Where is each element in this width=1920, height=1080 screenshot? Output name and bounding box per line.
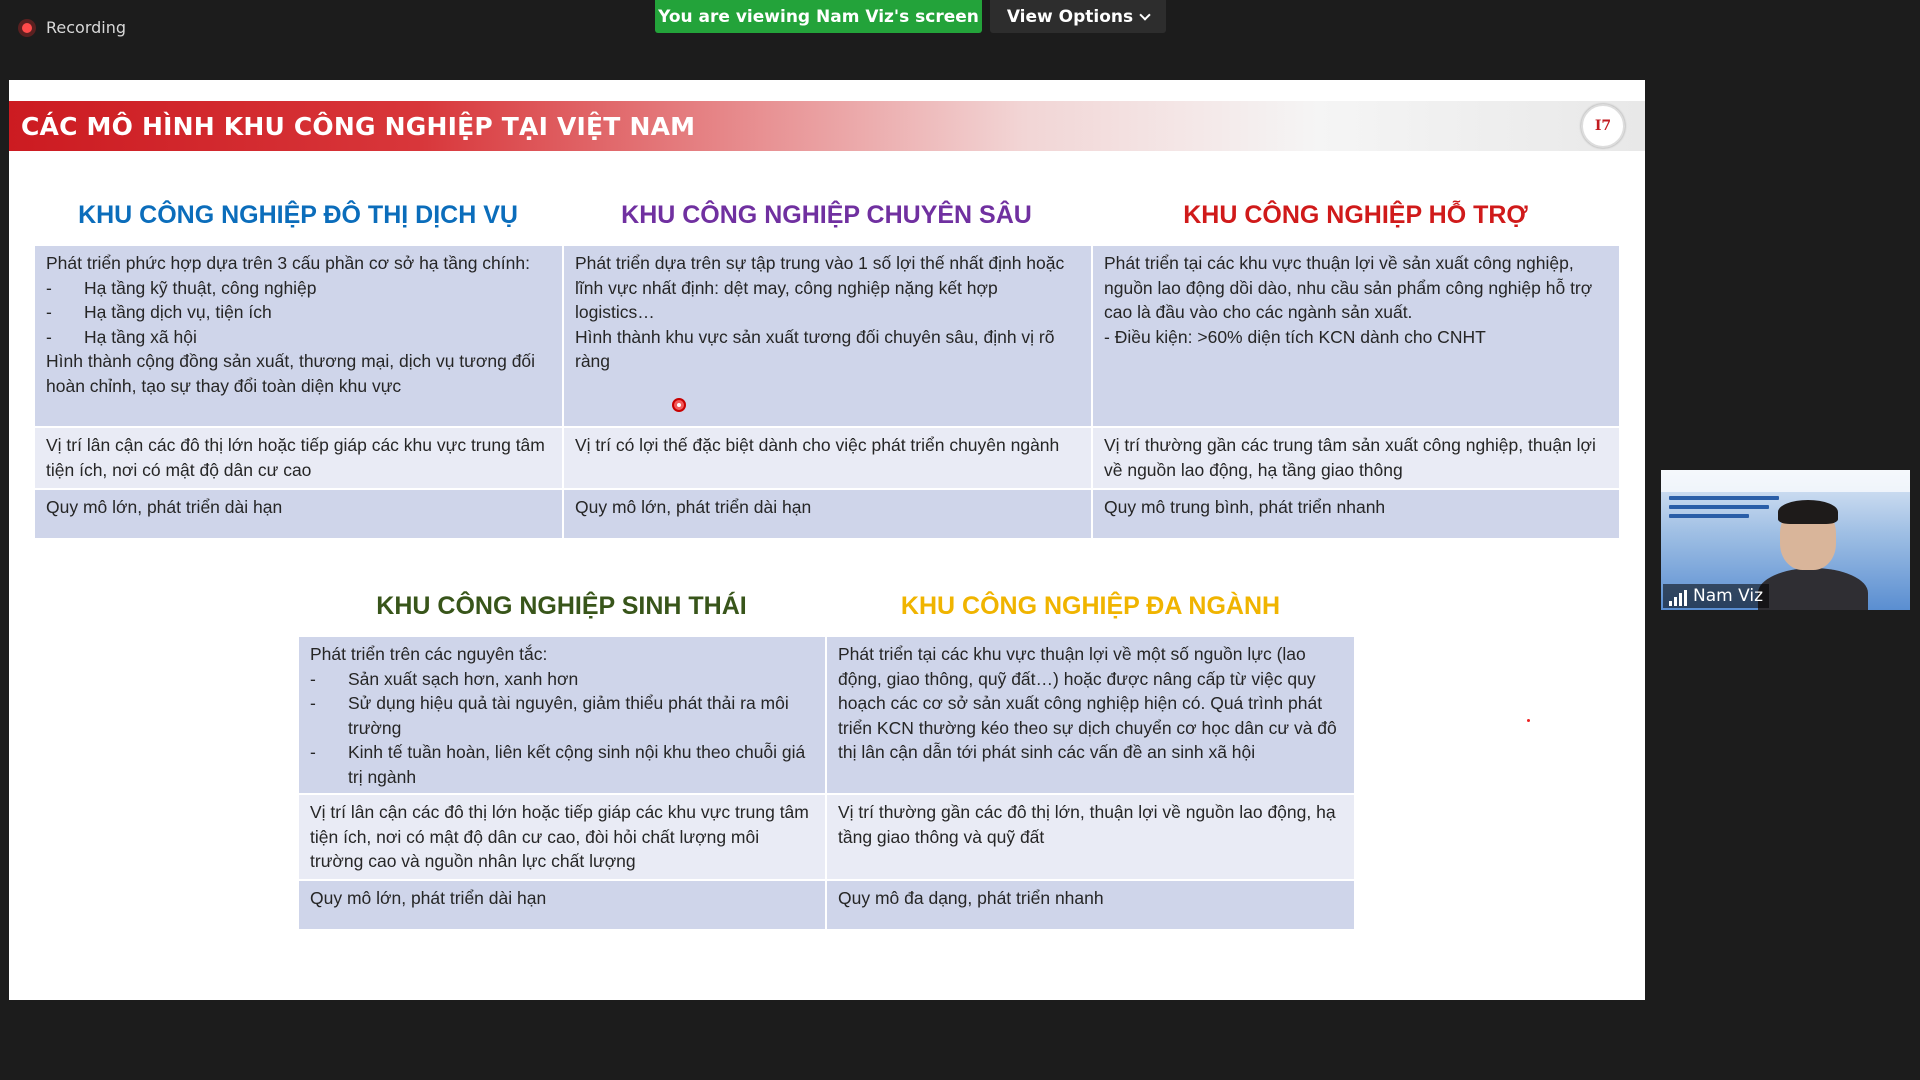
list-item: - Sản xuất sạch hơn, xanh hơn bbox=[310, 667, 814, 692]
heading-urban-service: KHU CÔNG NGHIỆP ĐÔ THỊ DỊCH VỤ bbox=[78, 201, 518, 229]
supporting-scale-cell: Quy mô trung bình, phát triển nhanh bbox=[1093, 490, 1619, 538]
eco-scale-cell: Quy mô lớn, phát triển dài hạn bbox=[299, 881, 825, 929]
heading-eco: KHU CÔNG NGHIỆP SINH THÁI bbox=[376, 592, 747, 620]
chevron-down-icon bbox=[1139, 9, 1150, 20]
eco-development-cell: Phát triển trên các nguyên tắc: - Sản xuất sạch hơn, xanh hơn - Sử dụng hiệu quả tài nguyên, giảm thiểu phát thải ra môi trường - Kinh tế tuần hoàn, liên kết cộng sinh nội khu theo chuỗi giá trị ngành bbox=[299, 637, 825, 793]
list-item: - Hạ tầng dịch vụ, tiện ích bbox=[46, 300, 551, 325]
slide-title: CÁC MÔ HÌNH KHU CÔNG NGHIỆP TẠI VIỆT NAM bbox=[21, 111, 696, 141]
multi-sector-development-cell: Phát triển tại các khu vực thuận lợi về một số nguồn lực (lao động, giao thông, quỹ đất…) hoặc được nâng cấp từ việc quy hoạch các cơ sở sản xuất công nghiệp hiện có. Quá trình phát triển KCN thường kéo theo sự dịch chuyển cơ học dân cư và đô thị lân cận dẫn tới phát sinh các vấn đề an sinh xã hội bbox=[827, 637, 1354, 793]
specialized-location-cell: Vị trí có lợi thế đặc biệt dành cho việc phát triển chuyên ngành bbox=[564, 428, 1091, 488]
multi-sector-location-cell: Vị trí thường gần các đô thị lớn, thuận lợi về nguồn lao động, hạ tầng giao thông và quỹ đất bbox=[827, 795, 1354, 879]
participant-name: Nam Viz bbox=[1693, 586, 1764, 606]
participant-video-tile[interactable] bbox=[1661, 470, 1910, 610]
list-item: - Hạ tầng xã hội bbox=[46, 325, 551, 350]
participant-avatar bbox=[1758, 498, 1868, 610]
annotation-dot bbox=[1527, 719, 1530, 722]
recording-indicator[interactable] bbox=[18, 18, 126, 37]
video-background-banner bbox=[1661, 470, 1910, 492]
urban-service-location-cell: Vị trí lân cận các đô thị lớn hoặc tiếp giáp các khu vực trung tâm tiện ích, nơi có mật độ dân cư cao bbox=[35, 428, 562, 488]
participant-name-tag bbox=[1663, 584, 1769, 608]
specialized-development-cell: Phát triển dựa trên sự tập trung vào 1 số lợi thế nhất định hoặc lĩnh vực nhất định: dệt may, công nghiệp nặng kết hợp logistics… Hình thành khu vực sản xuất tương đối chuyên sâu, định vị rõ ràng bbox=[564, 246, 1091, 426]
supporting-location-cell: Vị trí thường gần các trung tâm sản xuất công nghiệp, thuận lợi về nguồn lao động, hạ tầng giao thông bbox=[1093, 428, 1619, 488]
slide-title-bar bbox=[9, 101, 1645, 151]
viewing-screen-banner: You are viewing Nam Viz's screen bbox=[655, 0, 982, 33]
pointer-cursor bbox=[672, 398, 686, 412]
company-logo: I7 bbox=[1581, 104, 1625, 148]
multi-sector-scale-cell: Quy mô đa dạng, phát triển nhanh bbox=[827, 881, 1354, 929]
urban-service-scale-cell: Quy mô lớn, phát triển dài hạn bbox=[35, 490, 562, 538]
heading-supporting: KHU CÔNG NGHIỆP HỖ TRỢ bbox=[1183, 201, 1528, 229]
recording-label: Recording bbox=[46, 18, 127, 37]
connection-signal-icon bbox=[1669, 590, 1687, 606]
view-options-label: View Options bbox=[1006, 6, 1134, 27]
specialized-scale-cell: Quy mô lớn, phát triển dài hạn bbox=[564, 490, 1091, 538]
heading-multi-sector: KHU CÔNG NGHIỆP ĐA NGÀNH bbox=[900, 592, 1281, 620]
supporting-development-cell: Phát triển tại các khu vực thuận lợi về sản xuất công nghiệp, nguồn lao động dồi dào, nhu cầu sản phẩm công nghiệp hỗ trợ cao là đầu vào cho các ngành sản xuất. - Điều kiện: >60% diện tích KCN dành cho CNHT bbox=[1093, 246, 1619, 426]
eco-location-cell: Vị trí lân cận các đô thị lớn hoặc tiếp giáp các khu vực trung tâm tiện ích, nơi có mật độ dân cư cao, đòi hỏi chất lượng môi trường cao và nguồn nhân lực chất lượng bbox=[299, 795, 825, 879]
list-item: - Sử dụng hiệu quả tài nguyên, giảm thiểu phát thải ra môi trường bbox=[310, 691, 814, 740]
recording-icon bbox=[18, 19, 36, 37]
list-item: - Hạ tầng kỹ thuật, công nghiệp bbox=[46, 276, 551, 301]
shared-slide bbox=[9, 80, 1645, 1000]
heading-specialized: KHU CÔNG NGHIỆP CHUYÊN SÂU bbox=[621, 201, 1032, 229]
view-options-button[interactable] bbox=[990, 0, 1166, 33]
list-item: - Kinh tế tuần hoàn, liên kết cộng sinh nội khu theo chuỗi giá trị ngành bbox=[310, 740, 814, 789]
urban-service-development-cell: Phát triển phức hợp dựa trên 3 cấu phần cơ sở hạ tầng chính: - Hạ tầng kỹ thuật, công nghiệp - Hạ tầng dịch vụ, tiện ích - Hạ tầng xã hội Hình thành cộng đồng sản xuất, thương mại, dịch vụ tương đối hoàn chỉnh, tạo sự thay đổi toàn diện khu vực bbox=[35, 246, 562, 426]
